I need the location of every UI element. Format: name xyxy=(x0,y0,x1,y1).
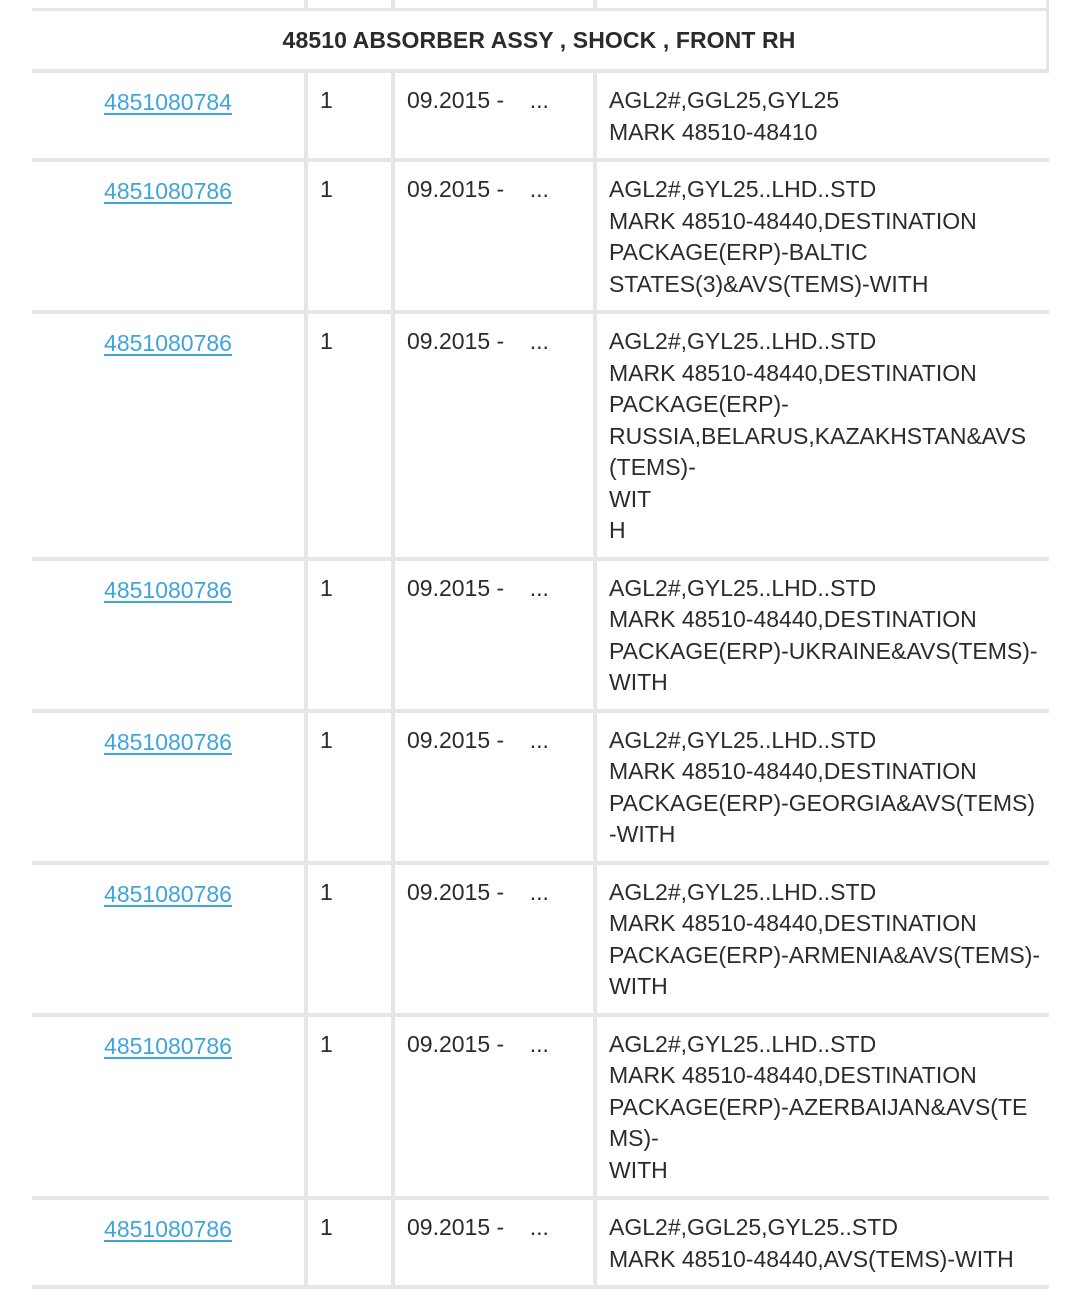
part-number-cell xyxy=(32,314,304,557)
quantity-cell: 1 xyxy=(308,865,391,1013)
part-number-cell xyxy=(32,1200,304,1285)
date-range-cell: 09.2015 - ... xyxy=(395,1017,593,1197)
description-cell: AGL2#,GYL25..LHD..STD MARK 48510-48440,DESTINATION PACKAGE(ERP)-BALTIC STATES(3)&AVS(TEMS)-WITH xyxy=(597,162,1049,310)
date-range-cell: 09.2015 - ... xyxy=(395,713,593,861)
date-range-cell: 09.2015 - ... xyxy=(395,865,593,1013)
previous-row-cell xyxy=(597,0,1046,8)
quantity-cell: 1 xyxy=(308,73,391,158)
date-range-cell: 09.2015 - ... xyxy=(395,73,593,158)
section-title: 48510 ABSORBER ASSY , SHOCK , FRONT RH xyxy=(32,11,1049,69)
parts-table xyxy=(32,69,1049,1289)
description-cell: AGL2#,GYL25..LHD..STD MARK 48510-48440,DESTINATION PACKAGE(ERP)- RUSSIA,BELARUS,KAZAKHSTAN&AVS(TEMS)- WIT H xyxy=(597,314,1049,557)
date-range-cell: 09.2015 - ... xyxy=(395,314,593,557)
part-number-link[interactable]: 4851080786 xyxy=(104,330,232,356)
description-cell: AGL2#,GGL25,GYL25 MARK 48510-48410 xyxy=(597,73,1049,158)
previous-row-border xyxy=(32,0,1049,11)
part-number-cell xyxy=(32,865,304,1013)
date-range-cell: 09.2015 - ... xyxy=(395,1200,593,1285)
part-number-link[interactable]: 4851080786 xyxy=(104,728,232,755)
quantity-cell: 1 xyxy=(308,713,391,861)
description-cell: AGL2#,GYL25..LHD..STD MARK 48510-48440,DESTINATION PACKAGE(ERP)-UKRAINE&AVS(TEMS)-WITH xyxy=(597,561,1049,709)
quantity-cell: 1 xyxy=(308,162,391,310)
quantity-cell: 1 xyxy=(308,1017,391,1197)
parts-catalog-page xyxy=(32,0,1049,1272)
previous-row-cell xyxy=(395,0,593,8)
description-cell: AGL2#,GYL25..LHD..STD MARK 48510-48440,DESTINATION PACKAGE(ERP)-AZERBAIJAN&AVS(TEMS)- WITH xyxy=(597,1017,1049,1197)
date-range-cell: 09.2015 - ... xyxy=(395,561,593,709)
part-number-cell xyxy=(32,713,304,861)
previous-row-cell xyxy=(32,0,304,8)
quantity-cell: 1 xyxy=(308,561,391,709)
part-number-cell xyxy=(32,73,304,158)
part-number-cell xyxy=(32,162,304,310)
description-cell: AGL2#,GYL25..LHD..STD MARK 48510-48440,DESTINATION PACKAGE(ERP)-GEORGIA&AVS(TEMS)-WITH xyxy=(597,713,1049,861)
previous-row-cell xyxy=(308,0,391,8)
part-number-link[interactable]: 4851080786 xyxy=(104,1032,232,1059)
quantity-cell: 1 xyxy=(308,314,391,557)
part-number-link[interactable]: 4851080786 xyxy=(104,1216,232,1242)
part-number-cell xyxy=(32,1017,304,1197)
part-number-link[interactable]: 4851080786 xyxy=(104,178,232,204)
part-number-link[interactable]: 4851080784 xyxy=(104,89,232,115)
quantity-cell: 1 xyxy=(308,1200,391,1285)
part-number-cell xyxy=(32,561,304,709)
description-cell: AGL2#,GYL25..LHD..STD MARK 48510-48440,DESTINATION PACKAGE(ERP)-ARMENIA&AVS(TEMS)-WITH xyxy=(597,865,1049,1013)
date-range-cell: 09.2015 - ... xyxy=(395,162,593,310)
part-number-link[interactable]: 4851080786 xyxy=(104,576,232,603)
part-number-link[interactable]: 4851080786 xyxy=(104,880,232,907)
description-cell: AGL2#,GGL25,GYL25..STD MARK 48510-48440,AVS(TEMS)-WITH xyxy=(597,1200,1049,1285)
